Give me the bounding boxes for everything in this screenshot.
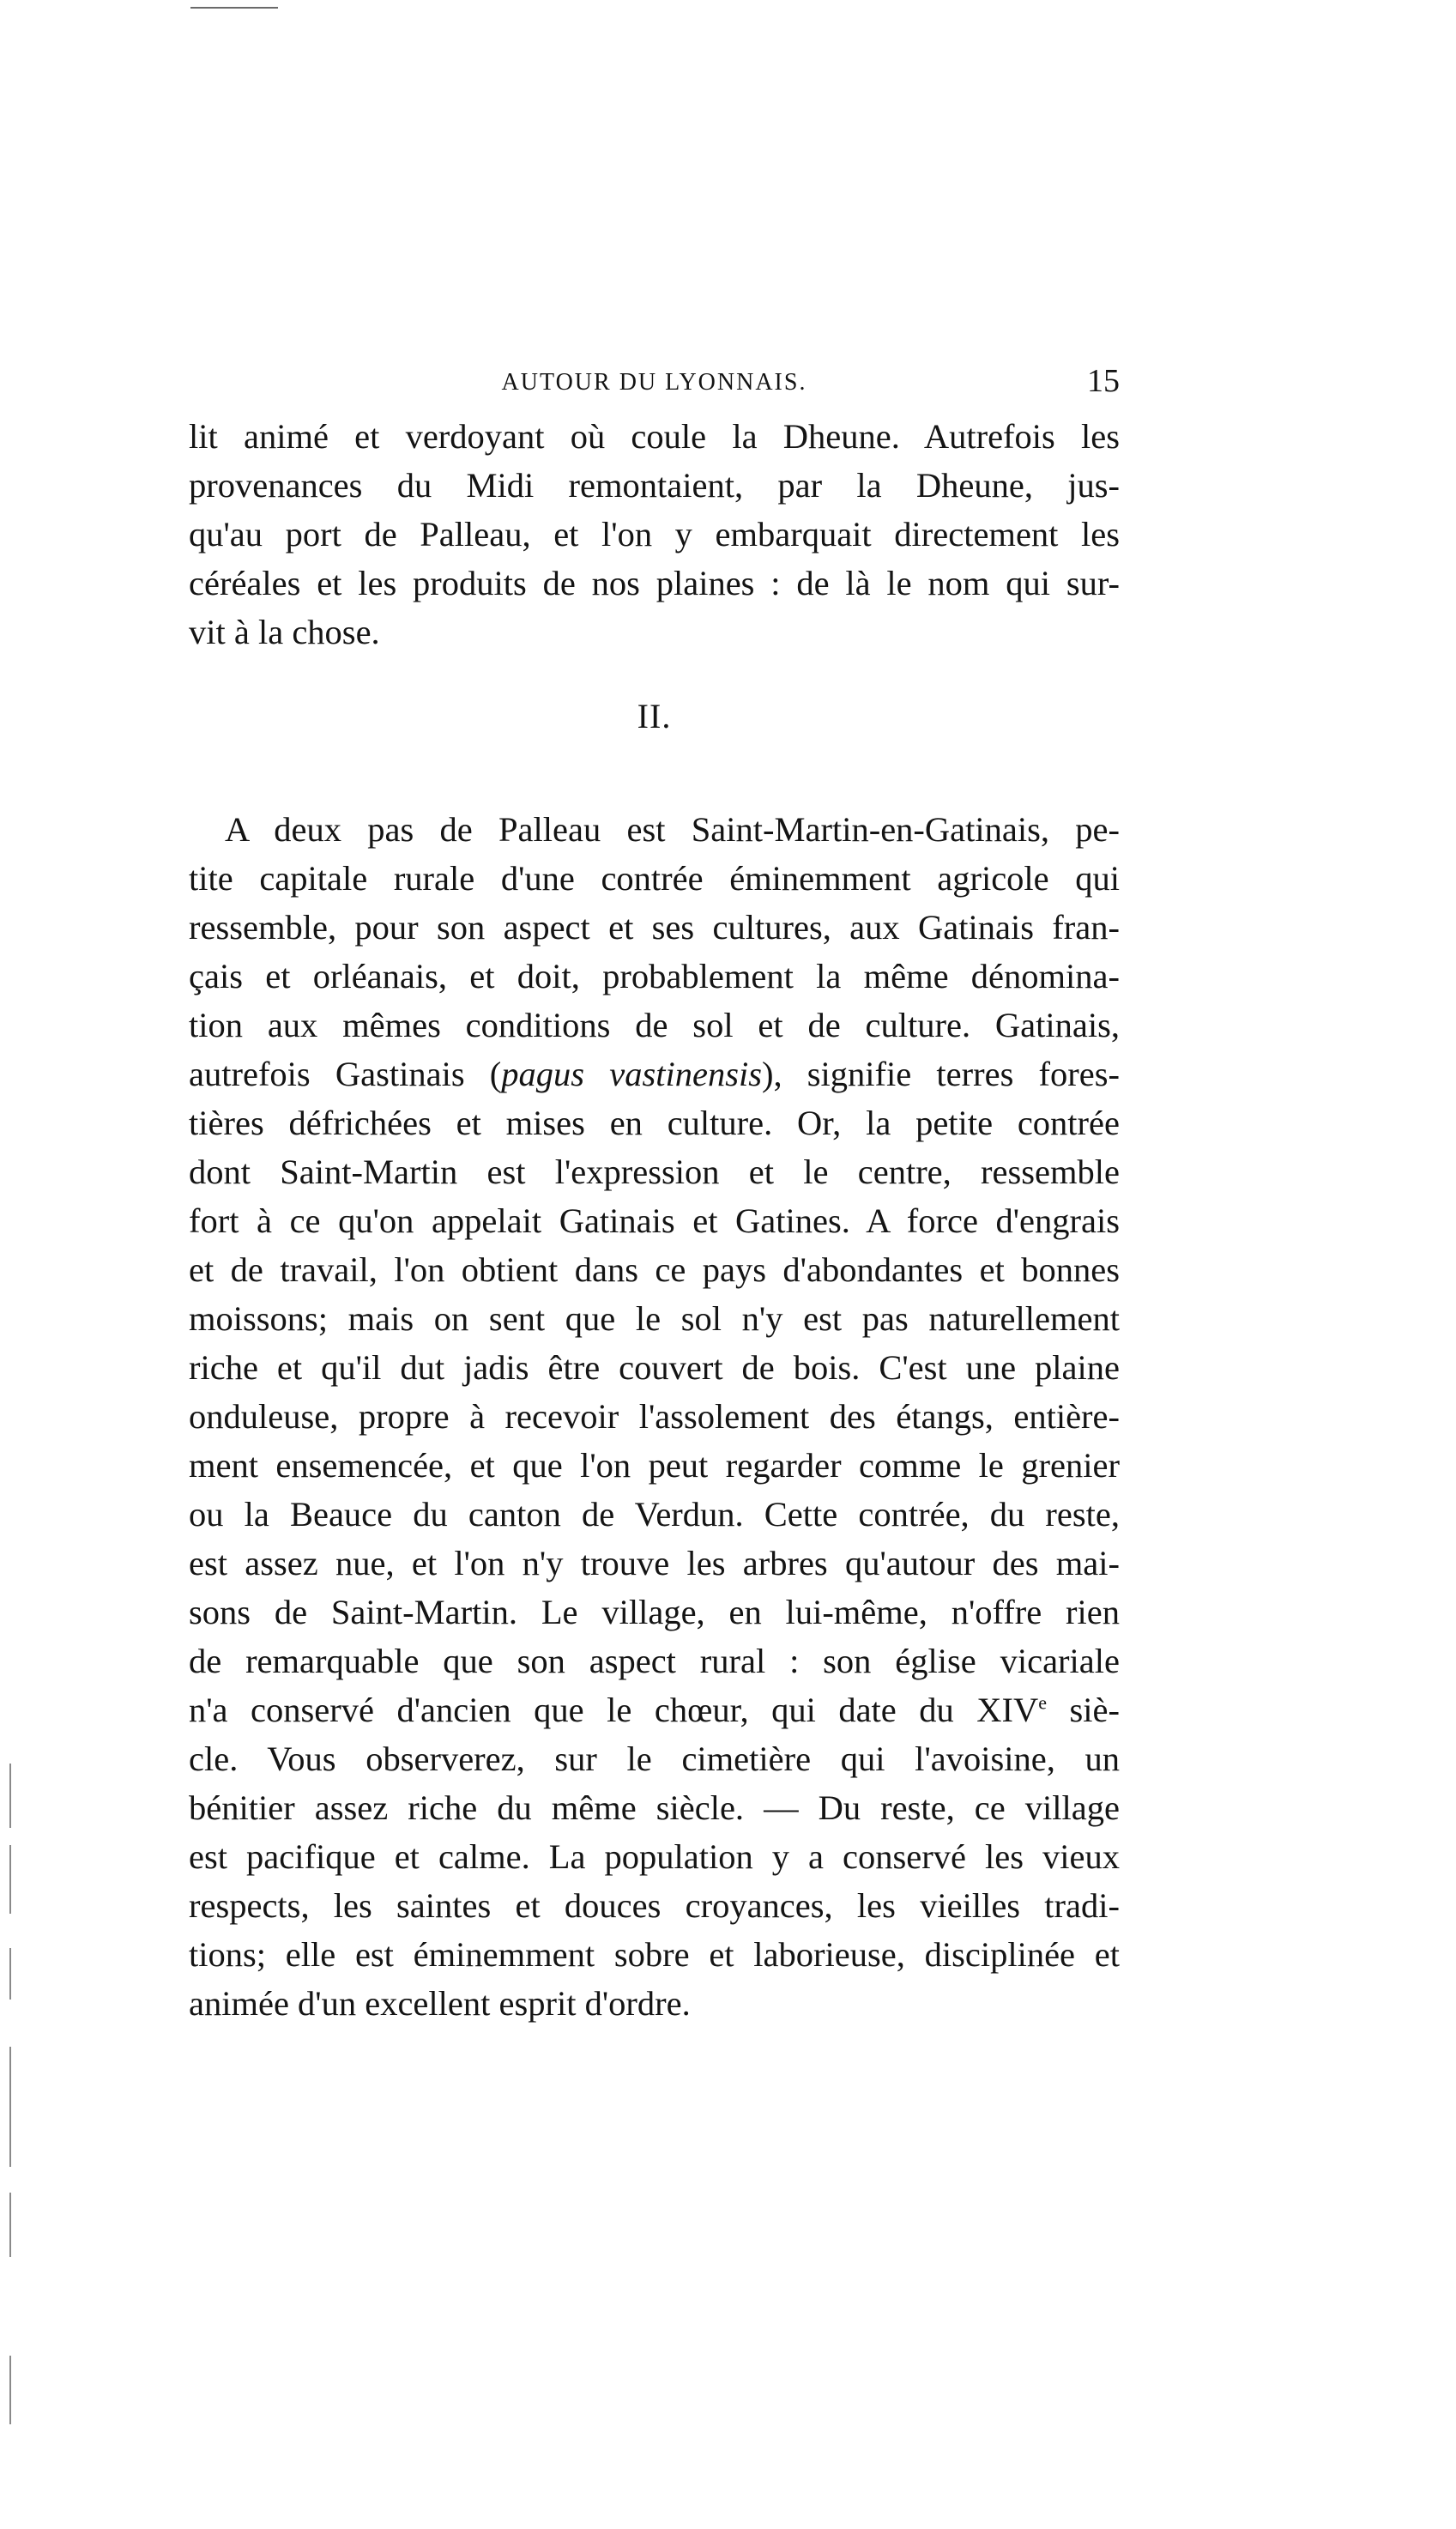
text-line: fort à ce qu'on appelait Gatinais et Gatines. A force d'engrais (189, 1201, 1120, 1240)
running-title: AUTOUR DU LYONNAIS. (501, 369, 807, 396)
superscript: e (1038, 1691, 1048, 1714)
scan-edge-mark-left (9, 2047, 11, 2167)
text-line: tion aux mêmes conditions de sol et de culture. Gatinais, (189, 1006, 1120, 1044)
text-line (189, 1685, 1120, 1734)
text-line: et de travail, l'on obtient dans ce pays d'abondantes et bonnes (189, 1250, 1120, 1289)
text-line: cle. Vous observerez, sur le cimetière qui l'avoisine, un (189, 1739, 1120, 1778)
scan-edge-mark-left (9, 2193, 11, 2257)
running-head (189, 360, 1120, 412)
text-line: animée d'un excellent esprit d'ordre. (189, 1984, 691, 2023)
text-run: autrefois Gastinais ( (189, 1055, 502, 1093)
page-number: 15 (1087, 363, 1120, 399)
paragraph-saint-martin (189, 805, 1120, 2028)
text-line: dont Saint-Martin est l'expression et le centre, ressemble (189, 1153, 1120, 1191)
text-line: ou la Beauce du canton de Verdun. Cette contrée, du reste, (189, 1495, 1120, 1534)
text-line: sons de Saint-Martin. Le village, en lui-même, n'offre rien (189, 1593, 1120, 1631)
text-line: bénitier assez riche du même siècle. — Du reste, ce village (189, 1788, 1120, 1827)
text-line: ressemble, pour son aspect et ses cultures, aux Gatinais fran- (189, 908, 1120, 947)
latin-term: pagus vastinensis (501, 1055, 762, 1093)
text-line: est pacifique et calme. La population y a conservé les vieux (189, 1837, 1120, 1876)
text-run: n'a conservé d'ancien que le chœur, qui date du XIV (189, 1691, 1039, 1729)
text-line: respects, les saintes et douces croyances, les vieilles tradi- (189, 1886, 1120, 1925)
text-line: onduleuse, propre à recevoir l'assolement des étangs, entière- (189, 1397, 1120, 1436)
book-page (189, 360, 1120, 2028)
text-line: provenances du Midi remontaient, par la Dheune, jus- (189, 466, 1120, 505)
scan-edge-mark-top (190, 7, 278, 9)
text-line: ment ensemencée, et que l'on peut regarder comme le grenier (189, 1446, 1120, 1485)
text-line: lit animé et verdoyant où coule la Dheune. Autrefois les (189, 417, 1120, 456)
text-line: qu'au port de Palleau, et l'on y embarquait directement les (189, 515, 1120, 554)
scan-edge-mark-left (9, 2356, 11, 2424)
text-line: vit à la chose. (189, 613, 380, 651)
text-line: A deux pas de Palleau est Saint-Martin-en-Gatinais, pe- (225, 810, 1120, 849)
text-line: tières défrichées et mises en culture. Or, la petite contrée (189, 1104, 1120, 1142)
scan-edge-mark-left (9, 1764, 11, 1828)
text-run: ), signifie terres fores- (761, 1055, 1120, 1093)
text-line: tite capitale rurale d'une contrée éminemment agricole qui (189, 859, 1120, 898)
text-line: est assez nue, et l'on n'y trouve les arbres qu'autour des mai- (189, 1544, 1120, 1582)
text-line: tions; elle est éminemment sobre et laborieuse, disciplinée et (189, 1935, 1120, 1974)
text-run: siè- (1047, 1691, 1121, 1729)
text-line: çais et orléanais, et doit, probablement la même dénomina- (189, 957, 1120, 995)
text-line: céréales et les produits de nos plaines : de là le nom qui sur- (189, 564, 1120, 602)
text-line: riche et qu'il dut jadis être couvert de bois. C'est une plaine (189, 1348, 1120, 1387)
text-line: de remarquable que son aspect rural : son église vicariale (189, 1642, 1120, 1680)
text-line: moissons; mais on sent que le sol n'y est pas naturellement (189, 1299, 1120, 1338)
text-line (189, 1050, 1120, 1098)
scan-edge-mark-left (9, 1948, 11, 2000)
paragraph-continuation (189, 412, 1120, 656)
scan-edge-mark-left (9, 1845, 11, 1914)
section-heading: II. (637, 697, 672, 735)
